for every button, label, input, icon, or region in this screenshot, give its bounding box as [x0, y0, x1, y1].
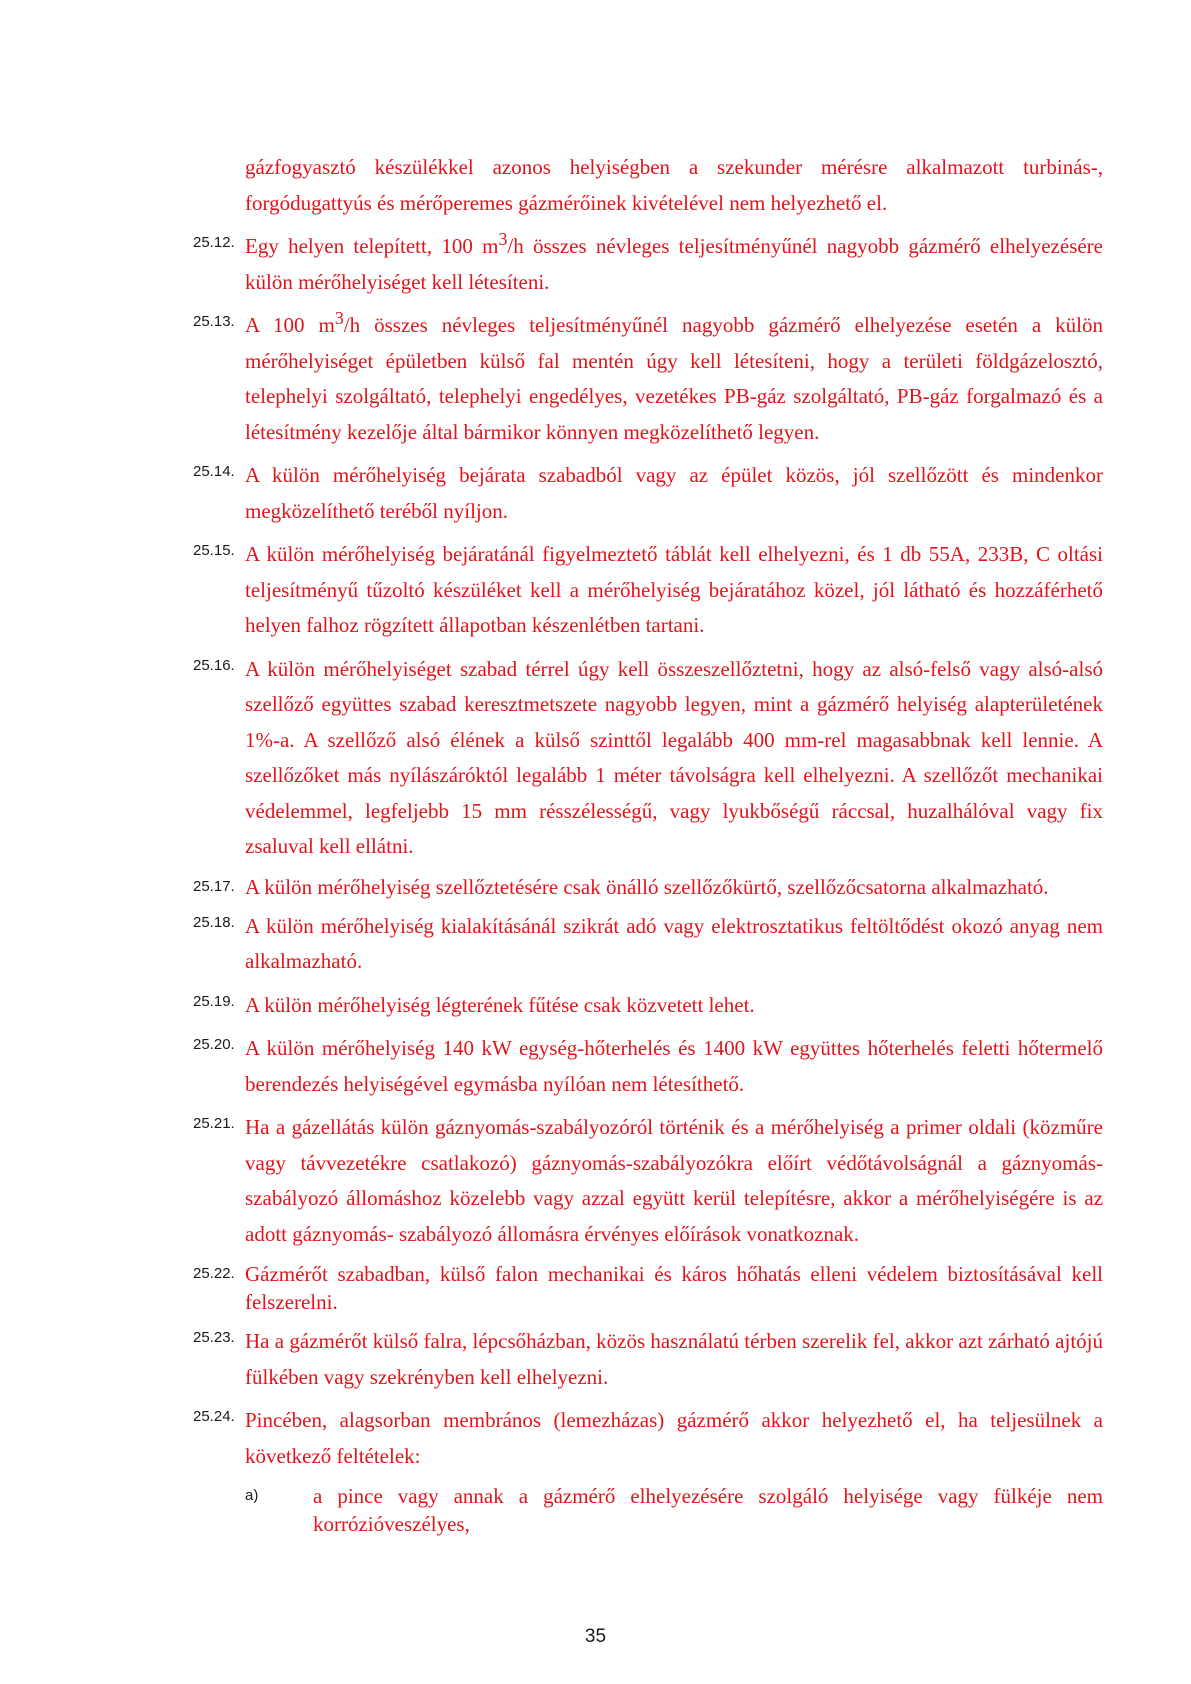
paragraph-number: 25.23.	[193, 1329, 235, 1346]
paragraph-25-19	[193, 988, 1103, 1024]
intro-paragraph: gázfogyasztó készülékkel azonos helyiségben a szekunder mérésre alkalmazott turbinás-, forgódugattyús és mérőperemes gázmérőinek kivételével nem helyezhető el.	[245, 155, 1103, 215]
paragraph-number: 25.21.	[193, 1115, 235, 1132]
paragraph-25-24	[193, 1403, 1103, 1474]
paragraph-number: 25.14.	[193, 463, 235, 480]
text-segment: /h összes névleges teljesítményűnél nagyobb gázmérő elhelyezésére külön mérőhelyiséget kell létesíteni.	[245, 234, 1104, 294]
paragraph-number: 25.22.	[193, 1265, 235, 1282]
paragraph-25-16	[193, 652, 1103, 865]
paragraph-number: 25.12.	[193, 234, 235, 251]
paragraph-text: A külön mérőhelyiség légterének fűtése csak közvetett lehet.	[245, 992, 755, 1017]
subitem-label: a)	[245, 1487, 259, 1504]
paragraph-25-23	[193, 1324, 1103, 1395]
superscript: 3	[334, 307, 344, 328]
paragraph-number: 25.24.	[193, 1408, 235, 1425]
paragraph-25-14	[193, 458, 1103, 529]
paragraph-number: 25.17.	[193, 877, 235, 895]
paragraph-25-15	[193, 537, 1103, 644]
paragraph-text: A külön mérőhelyiséget szabad térrel úgy kell összeszellőztetni, hogy az alsó-felső vagy alsó-alsó szellőző együttes szabad keresztmetszete nagyobb legyen, mint a gázmérő helyiség alapterületének 1%-a. A szellőző alsó élének a külső szinttől legalább 400 mm-rel magasabbnak kell lennie. A szellőzőket más nyílászáróktól legalább 1 méter távolságra kell elhelyezni. A szellőzőt mechanikai védelemmel, legfeljebb 15 mm résszélességű, vagy lyukbőségű ráccsal, huzalhálóval vagy fix zsaluval kell ellátni.	[245, 656, 1103, 858]
paragraph-number: 25.13.	[193, 313, 235, 330]
paragraph-25-22	[193, 1260, 1103, 1316]
paragraph-text: Ha a gázellátás külön gáznyomás-szabályozóról történik és a mérőhelyiség a primer oldali (közműre vagy távvezetékre csatlakozó) gáznyomás-szabályozókra előírt védőtávolságnál a gáznyomás-szabályozó állomáshoz közelebb vagy azzal együtt kerül telepítésre, akkor a mérőhelyiségére is az adott gáznyomás- szabályozó állomásra érvényes előírások vonatkoznak.	[245, 1115, 1103, 1246]
paragraph-25-18	[193, 909, 1103, 980]
paragraph-number: 25.15.	[193, 542, 235, 559]
paragraph-number: 25.19.	[193, 992, 235, 1010]
paragraph-number: 25.16.	[193, 656, 235, 674]
page-number: 35	[584, 1626, 607, 1647]
text-segment: /h összes névleges teljesítményűnél nagyobb gázmérő elhelyezése esetén a külön mérőhelyiséget épületben külső fal mentén úgy kell létesíteni, hogy a területi földgázelosztó, telephelyi szolgáltató, telephelyi engedélyes, vezetékes PB-gáz szolgáltató, PB-gáz forgalmazó és a létesítmény kezelője által bármikor könnyen megközelíthető legyen.	[245, 313, 1104, 444]
paragraph-text: A külön mérőhelyiség bejáratánál figyelmeztető táblát kell elhelyezni, és 1 db 55A, 233B, C oltási teljesítményű tűzoltó készüléket kell a mérőhelyiség bejáratához közel, jól látható és hozzáférhető helyen falhoz rögzített állapotban készenlétben tartani.	[245, 542, 1103, 637]
text-segment: A 100 m	[245, 313, 335, 337]
paragraph-25-17	[193, 873, 1103, 901]
paragraph-text	[245, 229, 1103, 300]
paragraph-number: 25.20.	[193, 1036, 235, 1053]
subitem-a	[245, 1482, 1103, 1538]
paragraph-text: A külön mérőhelyiség kialakításánál szikrát adó vagy elektrosztatikus feltöltődést okozó anyag nem alkalmazható.	[245, 913, 1103, 973]
paragraph-text	[245, 308, 1103, 450]
paragraph-25-13	[193, 308, 1103, 450]
paragraph-text: A külön mérőhelyiség bejárata szabadból vagy az épület közös, jól szellőzött és mindenkor megközelíthető teréből nyíljon.	[245, 463, 1103, 523]
paragraph-text: A külön mérőhelyiség szellőztetésére csak önálló szellőzőkürtő, szellőzőcsatorna alkalmazható.	[245, 874, 1049, 899]
page-content	[193, 150, 1103, 1538]
paragraph-25-20	[193, 1031, 1103, 1102]
text-segment: Egy helyen telepített, 100 m	[245, 234, 499, 258]
subitem-text: a pince vagy annak a gázmérő elhelyezésére szolgáló helyisége vagy fülkéje nem korrózióveszélyes,	[313, 1484, 1103, 1536]
paragraph-25-12	[193, 229, 1103, 300]
paragraph-number: 25.18.	[193, 913, 235, 931]
paragraph-text: Pincében, alagsorban membrános (lemezházas) gázmérő akkor helyezhető el, ha teljesülnek a következő feltételek:	[245, 1408, 1103, 1468]
paragraph-25-21	[193, 1110, 1103, 1252]
paragraph-text: Gázmérőt szabadban, külső falon mechanikai és káros hőhatás elleni védelem biztosításával kell felszerelni.	[245, 1262, 1103, 1314]
paragraph-text: Ha a gázmérőt külső falra, lépcsőházban, közös használatú térben szerelik fel, akkor azt zárható ajtójú fülkében vagy szekrényben kell elhelyezni.	[245, 1329, 1103, 1389]
superscript: 3	[498, 228, 508, 249]
paragraph-text: A külön mérőhelyiség 140 kW egység-hőterhelés és 1400 kW együttes hőterhelés feletti hőtermelő berendezés helyiségével egymásba nyílóan nem létesíthető.	[245, 1036, 1103, 1096]
